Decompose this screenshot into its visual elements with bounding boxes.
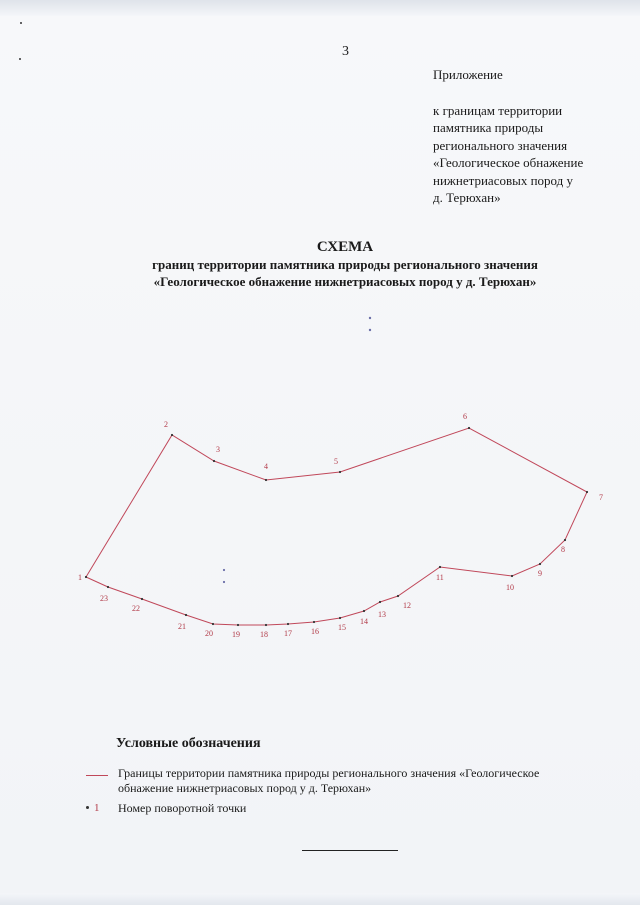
scan-mark — [223, 569, 225, 571]
vertex-dot — [586, 491, 588, 493]
vertex-label: 5 — [334, 457, 338, 466]
vertex-label: 21 — [178, 622, 186, 631]
vertex-dot — [379, 601, 381, 603]
scan-mark — [223, 581, 225, 583]
vertex-label: 13 — [378, 610, 386, 619]
vertex-dot — [237, 624, 239, 626]
vertex-label: 4 — [264, 462, 268, 471]
vertex-label: 7 — [599, 493, 603, 502]
vertex-dot — [339, 617, 341, 619]
vertex-label: 18 — [260, 630, 268, 639]
vertex-label: 19 — [232, 630, 240, 639]
vertex-dot — [468, 427, 470, 429]
legend-item-text: Номер поворотной точки — [118, 801, 247, 815]
vertex-label: 16 — [311, 627, 319, 636]
vertex-dot — [107, 586, 109, 588]
scheme-subtitle-line: «Геологическое обнажение нижнетриасовых пород у д. Терюхан» — [153, 274, 537, 289]
vertex-dot — [265, 479, 267, 481]
legend-item-text: Границы территории памятника природы регионального значения «Геологическое обнажение нижнетриасовых пород у д. Терюхан» — [118, 766, 540, 795]
bottom-rule — [302, 850, 398, 851]
vertex-dot — [287, 623, 289, 625]
appendix-line: памятника природы — [433, 120, 544, 135]
vertex-dot — [212, 623, 214, 625]
vertex-label: 20 — [205, 629, 213, 638]
vertex-dot — [141, 598, 143, 600]
appendix-line: нижнетриасовых пород у — [433, 172, 574, 188]
appendix-line: к границам территории — [433, 102, 563, 118]
vertex-dot — [213, 460, 215, 462]
vertex-dot — [185, 614, 187, 616]
vertex-label: 15 — [338, 623, 346, 632]
turning-point-symbol-label: 1 — [94, 802, 100, 814]
vertex-dot — [564, 539, 566, 541]
vertex-dot — [265, 624, 267, 626]
vertex-label: 8 — [561, 545, 565, 554]
vertex-dot — [397, 595, 399, 597]
vertex-dot — [171, 434, 173, 436]
vertex-label: 12 — [403, 601, 411, 610]
vertex-label: 2 — [164, 420, 168, 429]
scheme-title: СХЕМА — [316, 239, 374, 255]
legend-item-boundary — [84, 766, 588, 796]
scan-mark — [369, 317, 371, 319]
page-number: 3 — [342, 44, 349, 59]
vertex-label: 22 — [132, 604, 140, 613]
vertex-dot — [85, 576, 87, 578]
vertex-label: 3 — [216, 445, 220, 454]
vertex-dot — [313, 621, 315, 623]
vertex-label: 9 — [538, 569, 542, 578]
vertex-label: 10 — [506, 583, 514, 592]
appendix-line: «Геологическое обнажение — [433, 155, 584, 170]
vertex-label: 23 — [100, 594, 108, 603]
turning-point-symbol — [84, 801, 118, 816]
vertex-label: 6 — [463, 412, 467, 421]
vertex-dot — [539, 563, 541, 565]
scan-mark — [369, 329, 371, 331]
boundary-line-symbol — [84, 766, 118, 796]
vertex-dot — [339, 471, 341, 473]
legend-heading: Условные обозначения — [116, 736, 261, 751]
legend-item-point — [84, 801, 588, 816]
vertex-label: 14 — [360, 617, 368, 626]
vertex-dot — [439, 566, 441, 568]
appendix-line: регионального значения — [433, 137, 568, 153]
appendix-line: д. Терюхан» — [433, 190, 501, 205]
vertex-label: 1 — [78, 573, 82, 582]
scheme-subtitle-line: границ территории памятника природы регионального значения — [152, 257, 538, 272]
vertex-dot — [511, 575, 513, 577]
vertex-label: 17 — [284, 629, 292, 638]
appendix-title: Приложение — [433, 67, 503, 82]
vertex-dot — [363, 610, 365, 612]
vertex-label: 11 — [436, 573, 444, 582]
